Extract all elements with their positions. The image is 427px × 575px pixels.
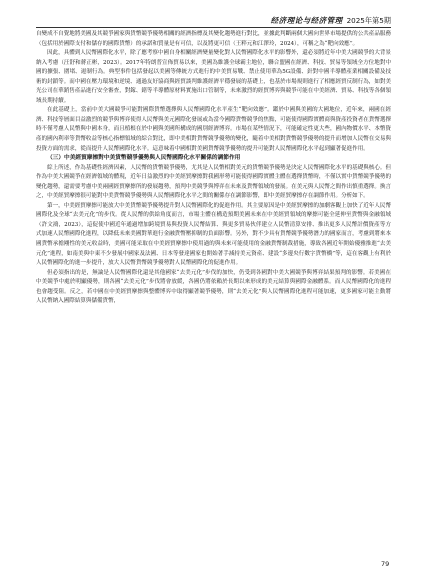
- paragraph: 綜上所述，作為基礎性經濟因素，人民幣的貨幣競爭優勢，尤其是人民幣相對美元的貨幣競爭優勢是決定人民幣國際化水平的基礎與核心。但作為中美大國競爭在經濟領域的體現，近年日益激烈的中美經貿摩擦對我國形勢可能使得國際實體主體在選擇貨幣時，不僅以實中貨幣競爭優勢的變化趨勢，還需要考慮中美兩國經貿摩擦所的發展趨勢，預判中美競爭與博弈在未來及貨幣領域的發展。在美元與人民幣之間作出慎重選擇。換言之，中美經貿摩擦很可能對中美貨幣競爭優勢與人民幣國際化水平之間的關係存在調節影響，即中美經貿摩擦存在調節作用。分析如下。: [36, 164, 391, 200]
- article-body: [36, 30, 391, 307]
- paragraph: 自變成不自覺地將美國及其競爭國家與貨幣競爭優勢相關的經濟指標及其變化趨勢進行對比，並據此判斷兩個大國向世界市場提供的公共產品服務（包括用於國際支付和儲存的國際貨幣）的承諾和質量是有可信，以及將更可信（王粹元和江澤玲，2024），可稱之為“靶向效應”。: [36, 31, 391, 47]
- issue-label: 2025年第5期: [346, 16, 391, 25]
- paragraph: 但必須指出的是，無論是人民幣國際化還是其他國家“去美元化”步伐的加快，仍受到各國對中美大國競爭與博弈結果預判的影響。若美國在中美競爭中處於明顯優勢，則各國“去美元化”步伐將會放緩，各國仍將依賴於長期以來形成的美元結算與國際金融體系。而人民幣國際化的進程也會趨受阻。反之，若中國在中美經貿摩擦與整體博弈中取得顯著競爭優勢，則“去美元化”與人民幣國際化進程可能加速，更多國家可能主動將人民幣納入國際結算與儲備貨幣，: [36, 269, 391, 305]
- page-header: [271, 16, 391, 25]
- paragraph: 因此，具體到人民幣國際化水平，除了應考察中國自身相關經濟變量變化對人民幣國際化水平的影響外，還必須將近年中美大國競爭的大背景納入考慮（汪舒和蔣正彬，2023）。2017年特朗普宣佈貿易以來，美國為維護全球霸主地位，聯合盟國在經濟、科技、貿易等領域全方位地對中國的擴張、圍堵、遏制行為。典型事件包括發起以美國等傳統方式進行的中美貿易戰、禁止使用華為5G設備、針對中國半導體產業相關設備及技術的封鎖等。而中國在壓力環境和逆境、通過友好協商與經貿談判維護經濟平穩發展的基礎上，也基於市場規則進行了相應經貿反制行為，如對美光公司在華銷售產品進行安全審查，對鎵、鍺等半導體原材料實施出口管制等，未來激烈的經貿博弈與競爭可能在中美經濟、貿易、科技等各個領域長期持續。: [36, 50, 391, 104]
- paragraph: 第一，中美經貿摩擦可能放大中美貨幣競爭優勢提升對人民幣國際化的促進作用。其主要原因是中美經貿摩擦的加劇客觀上加快了近年人民幣國際化及全球“去美元化”的步伐。從人民幣的供給角度而言，市場主體在構造預期美國未來在中美經貿領域的摩擦可能全延伸至貨幣與金融領域（許文鴻，2023），這促使中國近年通過增加跨境貿易與投資人民幣結算、與更多貿易伙伴建立人民幣清算安排、推出更多人民幣計價資產等方式加速人民幣國際化進程，以降低未來美國對華進行金融貨幣壓抑制的負面影響。另外，對不少具有貨幣競爭優勢潛力的國家而言，考慮到將來本國貨幣承擔剛性的美元收益時，美國可能采取在中美經貿摩擦中使用過的與未來可能使用的金融貨幣制裁措施，導致各國近年開始優雅推進“去美元化”進程，如南美與中東不少發展中國家及法國、日本等發達國家也開始著手減持美元資產、建設“多邊央行數字貨幣橋”等，這在客觀上有利於人民幣國際化的進一步提升，放大人民幣貨幣競爭優勢對人民幣國際化的促進作用。: [36, 202, 391, 267]
- page-number: 79: [381, 560, 390, 568]
- header-rule: [36, 27, 391, 28]
- paragraph: 在此基礎上，當前中美大國競爭可能對國際貨幣選擇與人民幣國際化水平產生“靶向效應”。鑑於中國與美國的大國地位，近年來，兩國在經濟、科技等層面目益激烈的競爭與博弈使得人民幣與美元國際化發展或為當今國際貨幣競爭的焦點，可能使得國際實體商與資產投資者在貨幣選擇時不僅考慮人民幣與中國本身，而且植根在於中國與美國所構成的國別經濟博弈。市場在某些情況下，可能確定性更大些，國內物價水平、本幣資產的國內利率等貨幣收益等核心指標領域的綜合對比，即中美相對貨幣競爭優勢的變化，隨着中美相對貨幣競爭優勢的提升而增加人民幣在交易與投資方面的需求，從而提升人民幣國際化水平。這意味着中國相對美國貨幣競爭優勢的提升可能對人民幣國際化水平起到顯著促進作用。: [36, 107, 391, 152]
- journal-title: 经济理论与经济管理: [270, 16, 343, 25]
- section-heading: （三）中美經貿摩擦對中美貨幣競爭優勢與人民幣國際化水平關係的調節作用: [47, 155, 241, 162]
